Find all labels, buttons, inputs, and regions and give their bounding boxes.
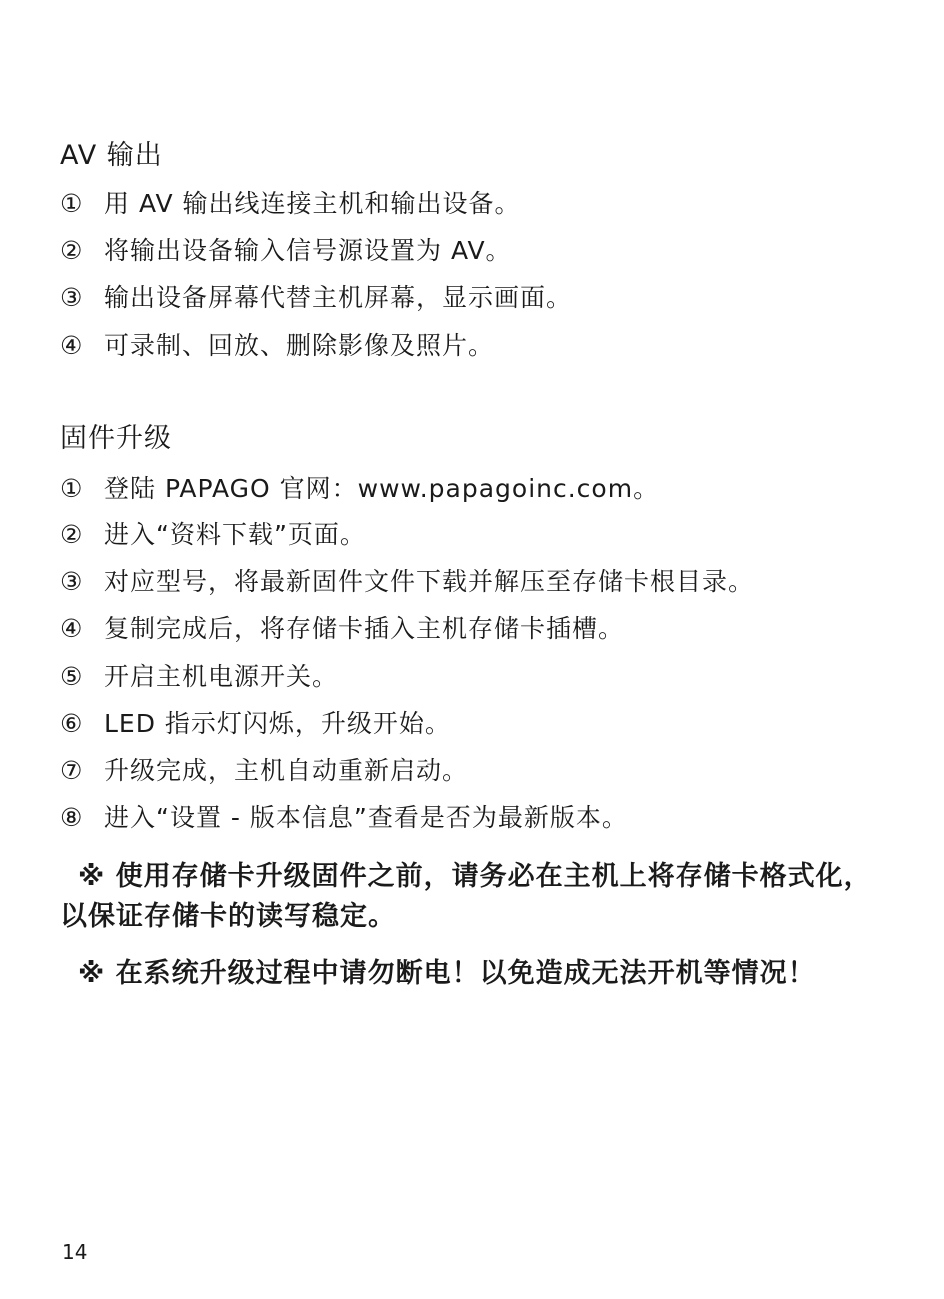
firmware-step-6 (60, 706, 451, 742)
firmware-step-8 (60, 800, 628, 836)
step-number: ④ (60, 614, 84, 643)
step-text: 复制完成后，将存储卡插入主机存储卡插槽。 (104, 614, 625, 643)
step-text: 进入“资料下载”页面。 (104, 520, 366, 549)
step-text: 用 AV 输出线连接主机和输出设备。 (104, 189, 521, 218)
firmware-step-1 (60, 471, 659, 507)
step-number: ④ (60, 331, 84, 360)
firmware-step-7 (60, 753, 468, 789)
step-number: ⑥ (60, 709, 84, 738)
step-number: ⑤ (60, 662, 84, 691)
av-step-2 (60, 233, 512, 269)
format-card-warning: ※ 使用存储卡升级固件之前，请务必在主机上将存储卡格式化，以保证存储卡的读写稳定。 (60, 861, 872, 932)
av-step-4 (60, 328, 494, 364)
firmware-upgrade-heading: 固件升级 (60, 423, 172, 454)
firmware-step-3 (60, 564, 754, 600)
step-number: ② (60, 520, 84, 549)
av-step-1 (60, 186, 521, 222)
step-text: 将输出设备输入信号源设置为 AV。 (104, 236, 512, 265)
step-text: 登陆 PAPAGO 官网：www.papagoinc.com。 (104, 474, 660, 503)
step-number: ① (60, 474, 84, 503)
firmware-step-4 (60, 611, 624, 647)
step-number: ① (60, 189, 84, 218)
page-number: 14 (62, 1240, 88, 1264)
firmware-step-5 (60, 659, 338, 695)
step-number: ③ (60, 283, 84, 312)
step-text: 输出设备屏幕代替主机屏幕，显示画面。 (104, 283, 573, 312)
av-step-3 (60, 280, 572, 316)
step-text: 对应型号，将最新固件文件下载并解压至存储卡根目录。 (104, 567, 755, 596)
step-text: 升级完成，主机自动重新启动。 (104, 756, 469, 785)
step-number: ③ (60, 567, 84, 596)
step-text: 进入“设置 - 版本信息”查看是否为最新版本。 (104, 803, 628, 832)
step-number: ⑧ (60, 803, 84, 832)
firmware-step-2 (60, 517, 366, 553)
step-text: 开启主机电源开关。 (104, 662, 339, 691)
step-text: 可录制、回放、删除影像及照片。 (104, 331, 495, 360)
av-output-heading: AV 输出 (60, 140, 163, 171)
step-number: ② (60, 236, 84, 265)
step-number: ⑦ (60, 756, 84, 785)
step-text: LED 指示灯闪烁，升级开始。 (104, 709, 451, 738)
power-off-warning: ※ 在系统升级过程中请勿断电！以免造成无法开机等情况！ (78, 958, 816, 989)
